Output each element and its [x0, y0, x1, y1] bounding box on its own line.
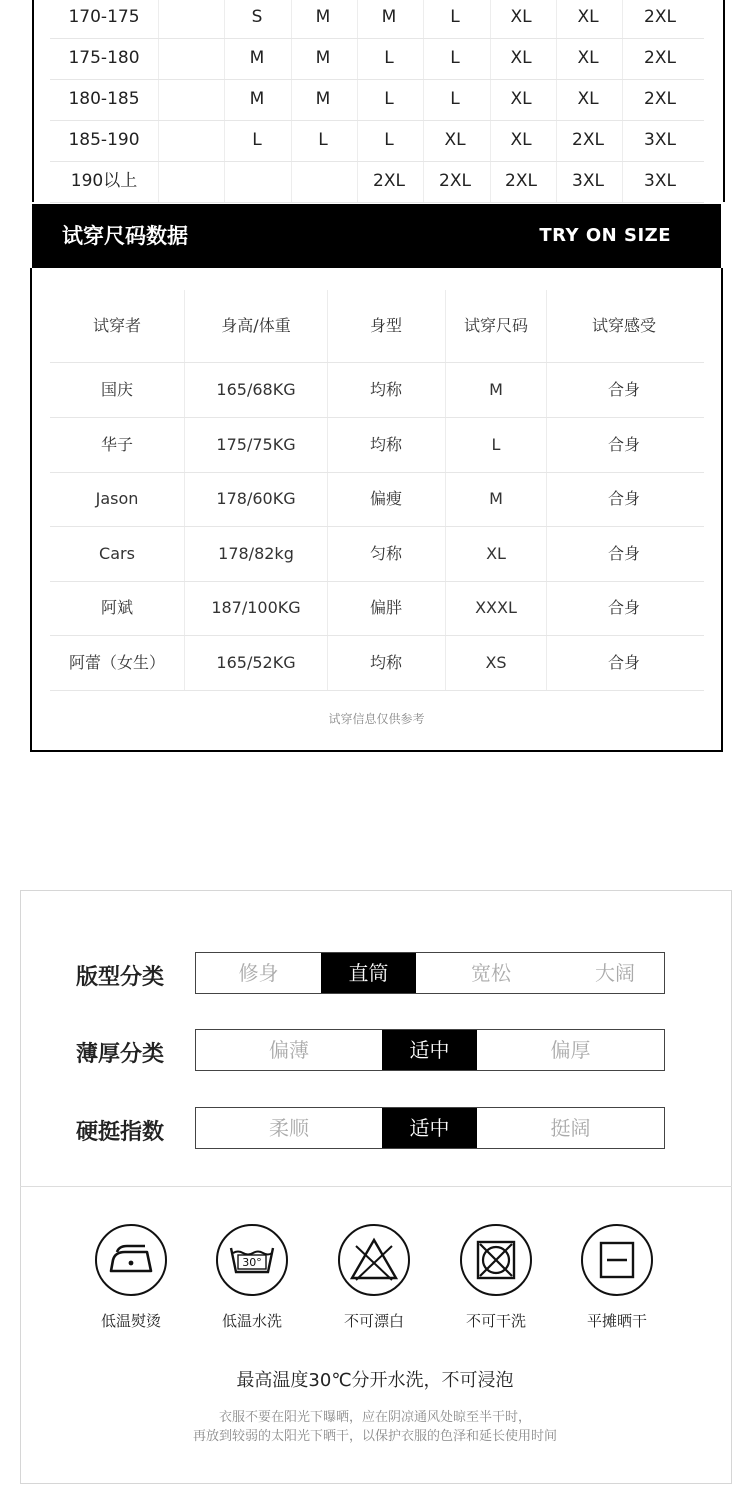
size-cell: 2XL [439, 171, 471, 191]
try-on-column-header: 试穿尺码 [463, 316, 528, 335]
try-on-cell: 均称 [369, 380, 402, 399]
size-cell: XL [510, 7, 532, 27]
size-cell: 2XL [644, 89, 676, 109]
try-on-cell: 均称 [369, 434, 402, 454]
try-on-cell: XS [485, 652, 507, 672]
try-on-cell: Jason [95, 489, 139, 508]
try-on-column-header: 试穿感受 [591, 316, 656, 335]
dry-flat-icon [581, 1224, 653, 1296]
size-table-row [50, 80, 704, 121]
try-on-cell: 国庆 [100, 380, 133, 399]
try-on-cell: 均称 [369, 652, 402, 672]
attribute-option: 柔顺 [269, 1116, 309, 1140]
size-cell: L [450, 48, 460, 68]
size-table-row [50, 121, 704, 162]
try-on-cell: 175/75KG [216, 434, 296, 454]
size-cell [293, 162, 353, 202]
size-cell: XL [577, 48, 599, 68]
size-cell: L [450, 7, 460, 27]
try-on-row [50, 363, 704, 418]
try-on-cell: 165/68KG [216, 380, 296, 399]
try-on-cell: Cars [99, 543, 135, 563]
panel-divider [20, 1186, 732, 1187]
care-sub-text [0, 1408, 750, 1446]
size-cell [227, 162, 287, 202]
size-cell: L [450, 89, 460, 109]
attribute-label: 薄厚分类 [76, 1042, 165, 1067]
try-on-cell: 华子 [100, 434, 133, 454]
try-on-cell: 匀称 [369, 543, 402, 563]
care-label-bleach: 不可漂白 [343, 1312, 404, 1330]
size-cell: M [249, 48, 265, 68]
size-cell: 2XL [373, 171, 405, 191]
attribute-option: 偏厚 [550, 1038, 591, 1062]
attribute-option: 宽松 [471, 961, 511, 985]
attribute-option: 偏薄 [269, 1038, 309, 1062]
try-on-cell: 178/60KG [216, 489, 296, 508]
size-cell: 2XL [572, 130, 604, 150]
size-cell: XL [510, 89, 532, 109]
care-label-iron: 低温熨烫 [100, 1312, 161, 1330]
size-table-row [50, 39, 704, 80]
try-on-cell: M [489, 489, 503, 508]
size-cell: 3XL [644, 171, 676, 191]
no-dry-clean-icon [460, 1224, 532, 1296]
try-on-cell: 阿蕾（女生） [68, 652, 165, 672]
svg-text:30°: 30° [242, 1256, 262, 1269]
try-on-cell: 178/82kg [218, 543, 294, 563]
attribute-label: 硬挺指数 [76, 1120, 165, 1145]
height-range-cell: 170-175 [68, 7, 140, 27]
size-cell: 3XL [572, 171, 604, 191]
care-sub-line-2: 再放到较弱的太阳光下晒干，以保护衣服的色泽和延长使用时间 [192, 1429, 557, 1444]
size-cell: 2XL [644, 48, 676, 68]
try-on-cell: 187/100KG [211, 598, 301, 617]
try-on-cell: L [491, 434, 501, 454]
attribute-option-selected: 适中 [382, 1030, 477, 1070]
height-range-cell: 175-180 [68, 48, 140, 68]
size-table-row [50, 162, 704, 203]
size-cell: XL [510, 130, 532, 150]
size-cell: XL [577, 89, 599, 109]
try-on-row [50, 527, 704, 582]
no-bleach-icon [338, 1224, 410, 1296]
size-table-row [50, 0, 704, 39]
height-range-cell: 180-185 [68, 89, 140, 109]
size-cell: L [384, 130, 394, 150]
try-on-cell: 合身 [607, 380, 640, 399]
try-on-column-header: 身高/体重 [221, 316, 291, 335]
try-on-note: 试穿信息仅供参考 [328, 712, 425, 726]
try-on-cell: M [489, 380, 503, 399]
try-on-cell: 偏瘦 [369, 489, 402, 508]
size-cell: XL [510, 48, 532, 68]
care-label-dryflat: 平摊晒干 [586, 1312, 647, 1330]
size-cell: 3XL [644, 130, 676, 150]
try-on-cell: 合身 [607, 652, 640, 672]
attribute-scale [195, 1107, 665, 1149]
care-label-dryclean: 不可干洗 [465, 1312, 526, 1330]
wash-30-icon [216, 1224, 288, 1296]
attribute-option-selected: 直筒 [321, 953, 416, 993]
size-cell: L [318, 130, 328, 150]
size-cell: L [252, 130, 262, 150]
size-cell: M [381, 7, 397, 27]
height-range-cell: 185-190 [68, 130, 140, 150]
try-on-header [32, 204, 721, 268]
attribute-scale [195, 952, 665, 994]
size-cell: M [315, 48, 331, 68]
attribute-scale [195, 1029, 665, 1071]
size-cell: XL [577, 7, 599, 27]
care-sub-line-1: 衣服不要在阳光下曝晒，应在阴凉通风处晾至半干时， [218, 1410, 531, 1425]
height-range-cell: 190以上 [70, 171, 138, 191]
try-on-row [50, 581, 704, 636]
try-on-cell: 阿斌 [100, 598, 133, 617]
try-on-cell: 合身 [607, 543, 640, 563]
attribute-option: 大阔 [595, 961, 635, 985]
try-on-column-header: 身型 [369, 316, 402, 335]
try-on-cell: 合身 [607, 598, 640, 617]
try-on-cell: 偏胖 [369, 598, 402, 617]
care-main-text: 最高温度30℃分开水洗，不可浸泡 [236, 1370, 514, 1391]
size-cell: M [315, 7, 331, 27]
care-label-wash: 低温水洗 [221, 1312, 282, 1330]
iron-low-temp-icon [95, 1224, 167, 1296]
attribute-label: 版型分类 [76, 965, 165, 990]
size-cell: L [384, 89, 394, 109]
try-on-column-header: 试穿者 [92, 316, 141, 335]
try-on-header-row [50, 290, 704, 363]
try-on-row [50, 472, 704, 527]
size-cell: XL [444, 130, 466, 150]
size-cell: S [251, 7, 263, 27]
try-on-title-en: TRY ON SIZE [539, 225, 671, 246]
size-cell: 2XL [505, 171, 537, 191]
size-cell: 2XL [644, 7, 676, 27]
try-on-cell: 165/52KG [216, 652, 296, 672]
attribute-option-selected: 适中 [382, 1108, 477, 1148]
try-on-cell: 合身 [607, 434, 640, 454]
try-on-cell: 合身 [607, 489, 640, 508]
try-on-row [50, 418, 704, 473]
size-cell: L [384, 48, 394, 68]
try-on-title: 试穿尺码数据 [62, 224, 188, 248]
attribute-option: 挺阔 [550, 1116, 591, 1140]
attribute-option: 修身 [238, 961, 279, 985]
try-on-row [50, 636, 704, 691]
size-cell: M [315, 89, 331, 109]
try-on-cell: XXXL [475, 598, 517, 617]
size-cell: M [249, 89, 265, 109]
try-on-cell: XL [486, 543, 506, 563]
